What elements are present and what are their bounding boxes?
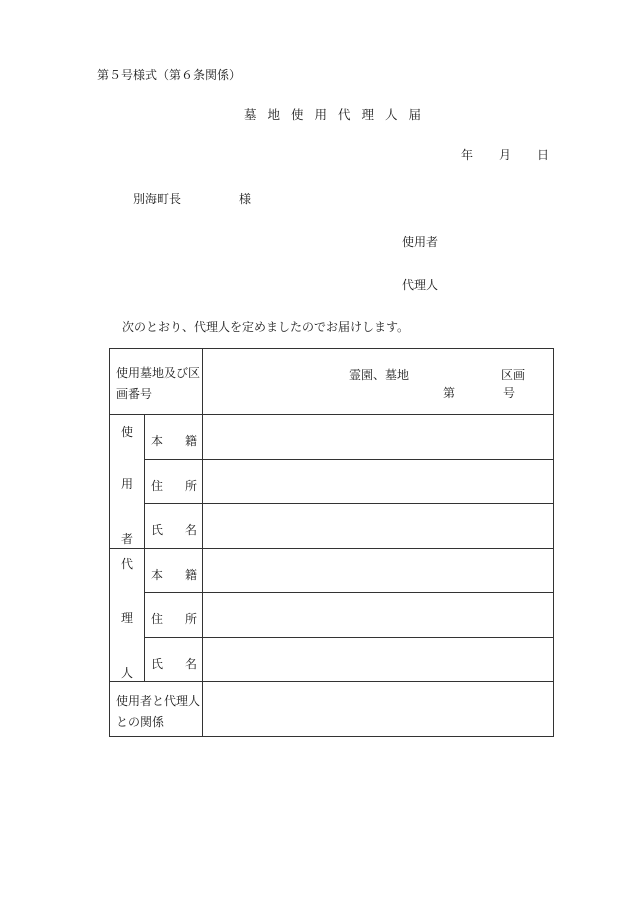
plot-no-prefix: 第 <box>443 386 456 400</box>
relation-label-cell <box>110 682 203 737</box>
relation-value[interactable] <box>203 682 554 737</box>
plot-label-cell <box>110 349 203 415</box>
table-row-relation <box>110 682 554 737</box>
info-table <box>109 348 554 737</box>
plot-label: 使用墓地及び区画番号 <box>116 366 201 401</box>
date-year-label: 年 <box>461 148 474 162</box>
addressee <box>133 190 251 207</box>
relation-label: 使用者と代理人との関係 <box>116 694 201 729</box>
agent-address-value[interactable] <box>203 593 554 638</box>
agent-address-label-cell <box>145 593 203 638</box>
applicant-group-cell <box>110 415 145 549</box>
domicile-char-2: 籍 <box>185 567 198 582</box>
applicant-name-value[interactable] <box>203 504 554 549</box>
agent-name-label-cell <box>145 637 203 682</box>
table-row-applicant-domicile <box>110 415 554 460</box>
address-char-1: 住 <box>151 612 164 626</box>
plot-cemetery-text: 霊園、墓地 <box>349 368 410 382</box>
plot-no-suffix: 号 <box>503 386 516 400</box>
applicant-group-char-3: 者 <box>121 532 134 546</box>
name-char-1: 氏 <box>151 523 164 537</box>
table-row-applicant-name <box>110 504 554 549</box>
form-number: 第５号様式（第６条関係） <box>97 68 242 82</box>
addressee-name: 別海町長 <box>133 192 182 206</box>
applicant-domicile-label-cell <box>145 415 203 460</box>
applicant-group-char-1: 使 <box>121 425 134 439</box>
date-month-label: 月 <box>499 148 512 162</box>
agent-domicile-value[interactable] <box>203 548 554 593</box>
date-day-label: 日 <box>537 148 550 162</box>
applicant-signature-label: 使用者 <box>402 235 439 249</box>
date-line <box>461 146 549 163</box>
agent-group-char-1: 代 <box>121 556 134 571</box>
applicant-address-value[interactable] <box>203 459 554 504</box>
plot-section-text: 区画 <box>501 368 526 382</box>
applicant-group-char-2: 用 <box>121 477 134 491</box>
table-row-agent-address <box>110 593 554 638</box>
agent-signature-label: 代理人 <box>402 278 439 292</box>
address-char-2: 所 <box>185 612 198 626</box>
agent-group-cell <box>110 548 145 682</box>
name-char-1: 氏 <box>151 656 164 671</box>
applicant-domicile-value[interactable] <box>203 415 554 460</box>
agent-group-char-3: 人 <box>121 665 134 680</box>
table-row-applicant-address <box>110 459 554 504</box>
address-char-1: 住 <box>151 478 164 493</box>
addressee-honorific: 様 <box>239 192 252 206</box>
table-row-plot <box>110 349 554 415</box>
domicile-char-1: 本 <box>151 434 164 448</box>
plot-value-cell[interactable] <box>203 349 554 415</box>
domicile-char-1: 本 <box>151 567 164 582</box>
table-row-agent-domicile <box>110 548 554 593</box>
applicant-name-label-cell <box>145 504 203 549</box>
agent-domicile-label-cell <box>145 548 203 593</box>
intro-text: 次のとおり、代理人を定めましたのでお届けします。 <box>122 320 410 334</box>
agent-group-char-2: 理 <box>121 610 134 625</box>
table-row-agent-name <box>110 637 554 682</box>
agent-name-value[interactable] <box>203 637 554 682</box>
domicile-char-2: 籍 <box>185 434 198 448</box>
name-char-2: 名 <box>185 523 198 537</box>
applicant-address-label-cell <box>145 459 203 504</box>
document-title: 墓地使用代理人届 <box>244 107 433 122</box>
name-char-2: 名 <box>185 656 198 671</box>
address-char-2: 所 <box>185 478 198 493</box>
